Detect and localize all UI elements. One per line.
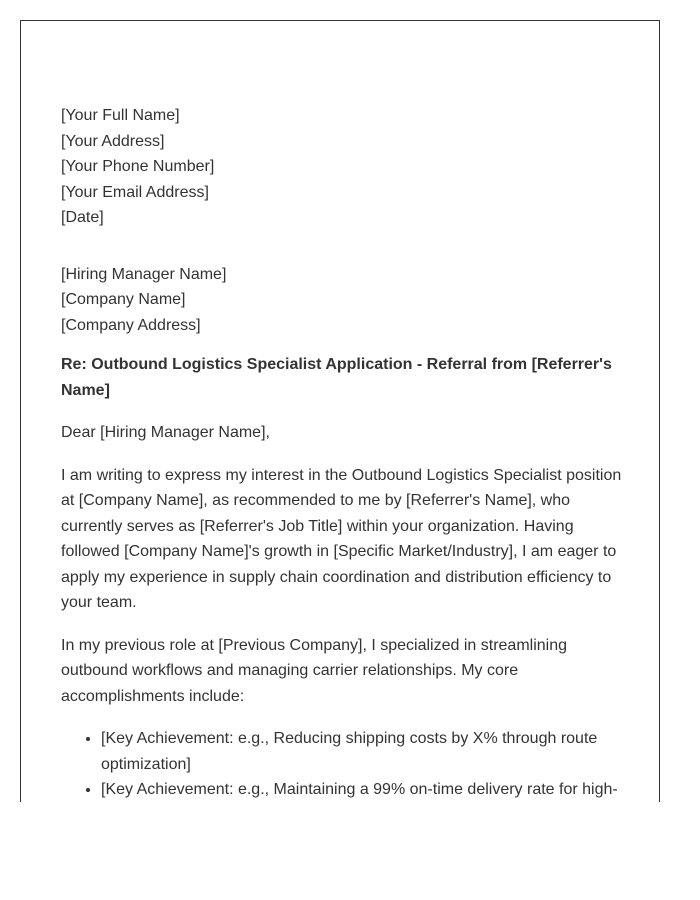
letter-date: [Date] — [61, 209, 104, 226]
salutation: Dear [Hiring Manager Name], — [61, 424, 270, 441]
body-paragraph-2: In my previous role at [Previous Company], I specialized in streamlining outbound workflows and managing carrier relationships. My core accomplishments include: — [61, 636, 567, 705]
recipient-company-address: [Company Address] — [61, 316, 201, 334]
sender-block — [61, 103, 626, 231]
sender-full-name: [Your Full Name] — [61, 107, 180, 124]
achievements-list — [61, 726, 626, 802]
list-item: • [Key Achievement: e.g., Maintaining a 99% on-time delivery rate for high- — [101, 777, 626, 802]
recipient-hiring-manager: [Hiring Manager Name] — [61, 265, 227, 283]
spacer — [61, 231, 626, 262]
letter-content — [61, 103, 626, 802]
list-item: • [Key Achievement: e.g., Reducing shipping costs by X% through route optimization] — [101, 726, 626, 777]
sender-address: [Your Address] — [61, 132, 165, 150]
subject-line: Re: Outbound Logistics Specialist Application - Referral from [Referrer's Name] — [61, 356, 612, 399]
sender-phone: [Your Phone Number] — [61, 158, 215, 175]
body-paragraph-1: I am writing to express my interest in the Outbound Logistics Specialist position at [Company Name], as recommended to me by [Referrer's Name], who currently serves as [Referrer's Job Title] within your organization. Having followed [Company Name]'s growth in [Specific Market/Industry], I am eager to apply my experience in supply chain coordination and distribution efficiency to your team. — [61, 466, 622, 611]
letter-page — [20, 20, 660, 802]
recipient-block — [61, 262, 626, 339]
recipient-company-name: [Company Name] — [61, 291, 186, 308]
sender-email: [Your Email Address] — [61, 183, 209, 201]
